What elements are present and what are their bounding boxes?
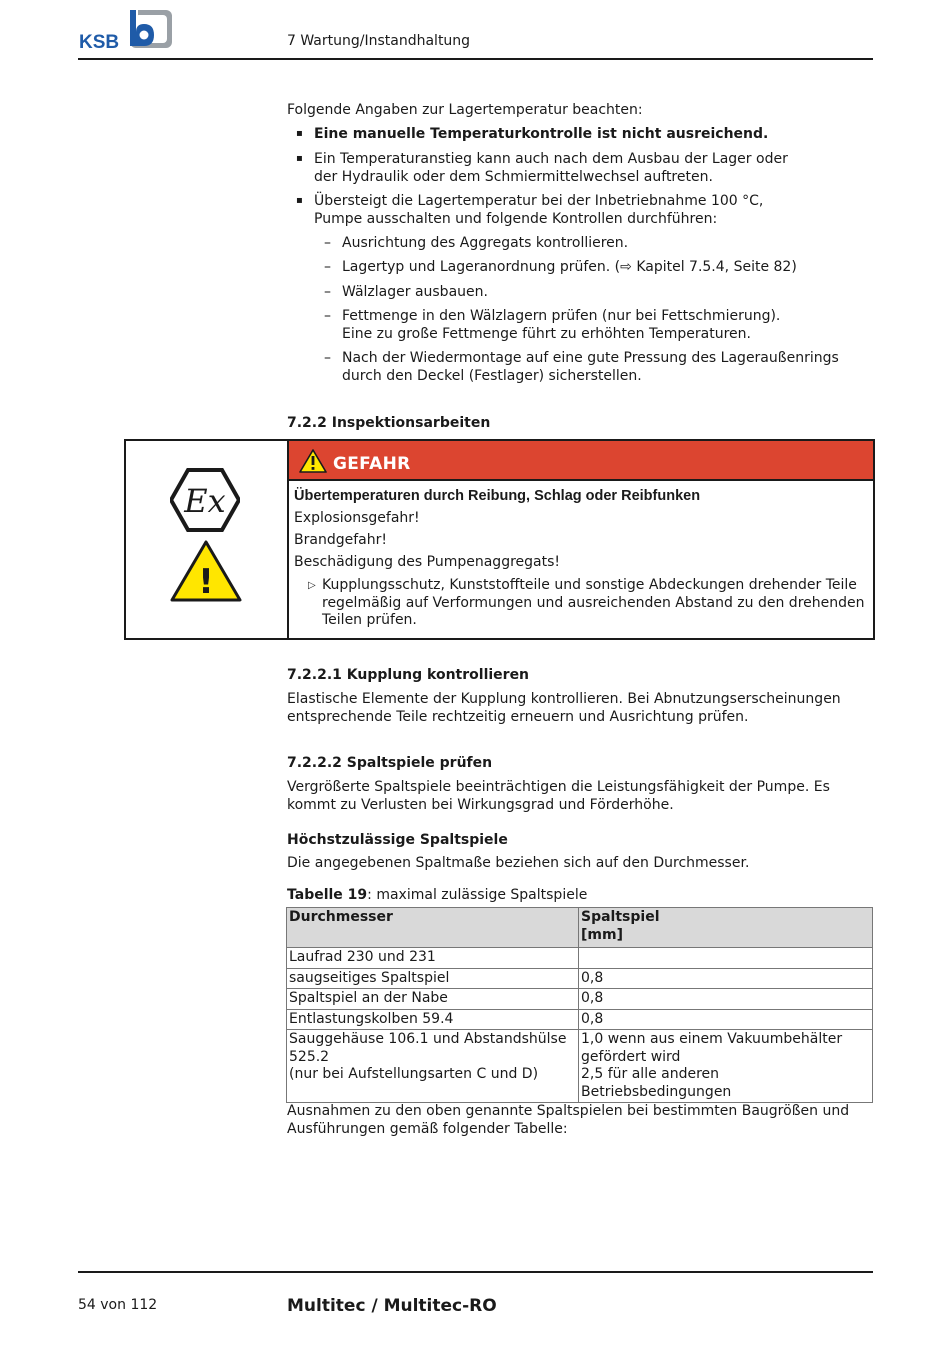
section-heading: 7.2.2.1 Kupplung kontrollieren (287, 667, 530, 683)
cell-line: 2,5 für alle anderen Betriebsbedingungen (581, 1066, 732, 1100)
warning-triangle-icon (170, 539, 242, 607)
clearance-table (286, 907, 873, 1103)
danger-header (289, 441, 873, 481)
danger-cause: Übertemperaturen durch Reibung, Schlag oder Reibfunken (294, 488, 701, 504)
table-cell: saugseitiges Spaltspiel (287, 968, 579, 989)
dash-text: Wälzlager ausbauen. (342, 284, 488, 300)
cell-line: 525.2 (289, 1048, 330, 1065)
table-caption-text: : maximal zulässige Spaltspiele (367, 887, 588, 903)
dash-text: Nach der Wiedermontage auf eine gute Pressung des Lageraußenrings durch den Deckel (Festlager) sicherstellen. (342, 350, 839, 384)
header-line: Spaltspiel (581, 909, 660, 925)
paragraph: Vergrößerte Spaltspiele beeinträchtigen die Leistungsfähigkeit der Pumpe. Es kommt zu Verlusten bei Wirkungsgrad und Förderhöhe. (287, 779, 830, 813)
paragraph: Ausnahmen zu den oben genannte Spaltspielen bei bestimmten Baugrößen und Ausführungen gemäß folgender Tabelle: (287, 1103, 850, 1137)
dash-text: Lagertyp und Lageranordnung prüfen. (342, 259, 611, 275)
table-cell: Entlastungskolben 59.4 (287, 1009, 579, 1030)
cell-line: (nur bei Aufstellungsarten C und D) (289, 1066, 539, 1082)
ksb-logo (78, 8, 178, 52)
bullet-text: Eine manuelle Temperaturkontrolle ist nicht ausreichend. (314, 126, 769, 142)
cell-line: gefördert wird (581, 1048, 681, 1065)
warning-icon (299, 449, 327, 477)
bullet-item (296, 192, 814, 228)
cross-reference-link[interactable]: (⇨ Kapitel 7.5.4, Seite 82) (614, 259, 797, 275)
section-heading: 7.2.2 Inspektionsarbeiten (287, 415, 491, 431)
bullet-icon: ▪ (296, 153, 303, 164)
ex-symbol-text: Ex (184, 482, 226, 520)
table-cell: 0,8 (579, 989, 873, 1010)
bullet-item (296, 125, 769, 143)
dash-icon: – (324, 235, 331, 251)
action-triangle-icon: ▷ (308, 580, 316, 591)
table-header-cell (579, 908, 873, 948)
table-cell (579, 1030, 873, 1103)
paragraph: Elastische Elemente der Kupplung kontrollieren. Bei Abnutzungserscheinungen entsprechende Teile rechtzeitig erneuern und Ausrichtung prüfen. (287, 691, 841, 725)
product-name: Multitec / Multitec-RO (287, 1296, 497, 1316)
section-heading: 7.2.2.2 Spaltspiele prüfen (287, 755, 493, 771)
table-row (287, 1009, 873, 1030)
bullet-text: Übersteigt die Lagertemperatur bei der Inbetriebnahme 100 °C, Pumpe ausschalten und folgende Kontrollen durchführen: (314, 193, 764, 227)
dash-text: Fettmenge in den Wälzlagern prüfen (nur bei Fettschmierung). (342, 308, 781, 324)
table-cell (287, 1030, 579, 1103)
dash-continuation: Eine zu große Fettmenge führt zu erhöhten Temperaturen. (342, 326, 751, 342)
dash-icon: – (324, 259, 331, 275)
bullet-icon: ▪ (296, 128, 303, 139)
danger-effect: Beschädigung des Pumpenaggregats! (294, 554, 561, 570)
intro-lead: Folgende Angaben zur Lagertemperatur beachten: (287, 102, 643, 118)
dash-item (324, 258, 797, 276)
table-row (287, 968, 873, 989)
table-caption-number: Tabelle 19 (287, 887, 368, 903)
table-caption (287, 886, 587, 904)
dash-icon: – (324, 350, 331, 366)
bullet-text: Ein Temperaturanstieg kann auch nach dem Ausbau der Lager oder der Hydraulik oder dem Schmiermittelwechsel auftreten. (314, 151, 788, 185)
table-cell (579, 948, 873, 969)
table-cell: Spaltspiel an der Nabe (287, 989, 579, 1010)
dash-item (324, 283, 488, 301)
table-cell: Laufrad 230 und 231 (287, 948, 579, 969)
table-row (287, 989, 873, 1010)
ksb-logo-graphic (78, 8, 178, 52)
table-header-cell: Durchmesser (287, 908, 579, 948)
dash-item (324, 307, 781, 325)
header-line: [mm] (581, 926, 623, 943)
dash-text: Ausrichtung des Aggregats kontrollieren. (342, 235, 629, 251)
footer-rule (78, 1271, 873, 1273)
danger-label: GEFAHR (333, 454, 411, 474)
cell-line: Sauggehäuse 106.1 und Abstandshülse (289, 1031, 567, 1047)
chapter-title: 7 Wartung/Instandhaltung (287, 33, 471, 49)
dash-icon: – (324, 308, 331, 324)
table-row (287, 948, 873, 969)
danger-notice (124, 439, 875, 640)
danger-effect: Brandgefahr! (294, 532, 387, 548)
table-cell: 0,8 (579, 968, 873, 989)
danger-action-text: Kupplungsschutz, Kunststoffteile und sonstige Abdeckungen drehender Teile regelmäßig auf Verformungen und ausreichenden Abstand zu den drehenden Teilen prüfen. (322, 577, 865, 628)
table-row (287, 1030, 873, 1103)
paragraph: Die angegebenen Spaltmaße beziehen sich auf den Durchmesser. (287, 855, 750, 871)
logo-text: KSB (79, 32, 120, 52)
bullet-item (296, 150, 814, 186)
dash-icon: – (324, 284, 331, 300)
dash-item (324, 349, 872, 385)
danger-effect: Explosionsgefahr! (294, 510, 420, 526)
cell-line: 1,0 wenn aus einem Vakuumbehälter (581, 1031, 843, 1047)
ex-protection-icon (170, 467, 240, 537)
subsection-heading: Höchstzulässige Spaltspiele (287, 832, 508, 848)
header-rule (78, 58, 873, 60)
danger-body (294, 487, 865, 630)
page-number: 54 von 112 (78, 1297, 158, 1313)
danger-action (308, 577, 865, 630)
table-cell: 0,8 (579, 1009, 873, 1030)
bullet-icon: ▪ (296, 195, 303, 206)
dash-item (324, 234, 629, 252)
warning-symbol-text: ! (198, 562, 214, 602)
table-header-row (287, 908, 873, 948)
